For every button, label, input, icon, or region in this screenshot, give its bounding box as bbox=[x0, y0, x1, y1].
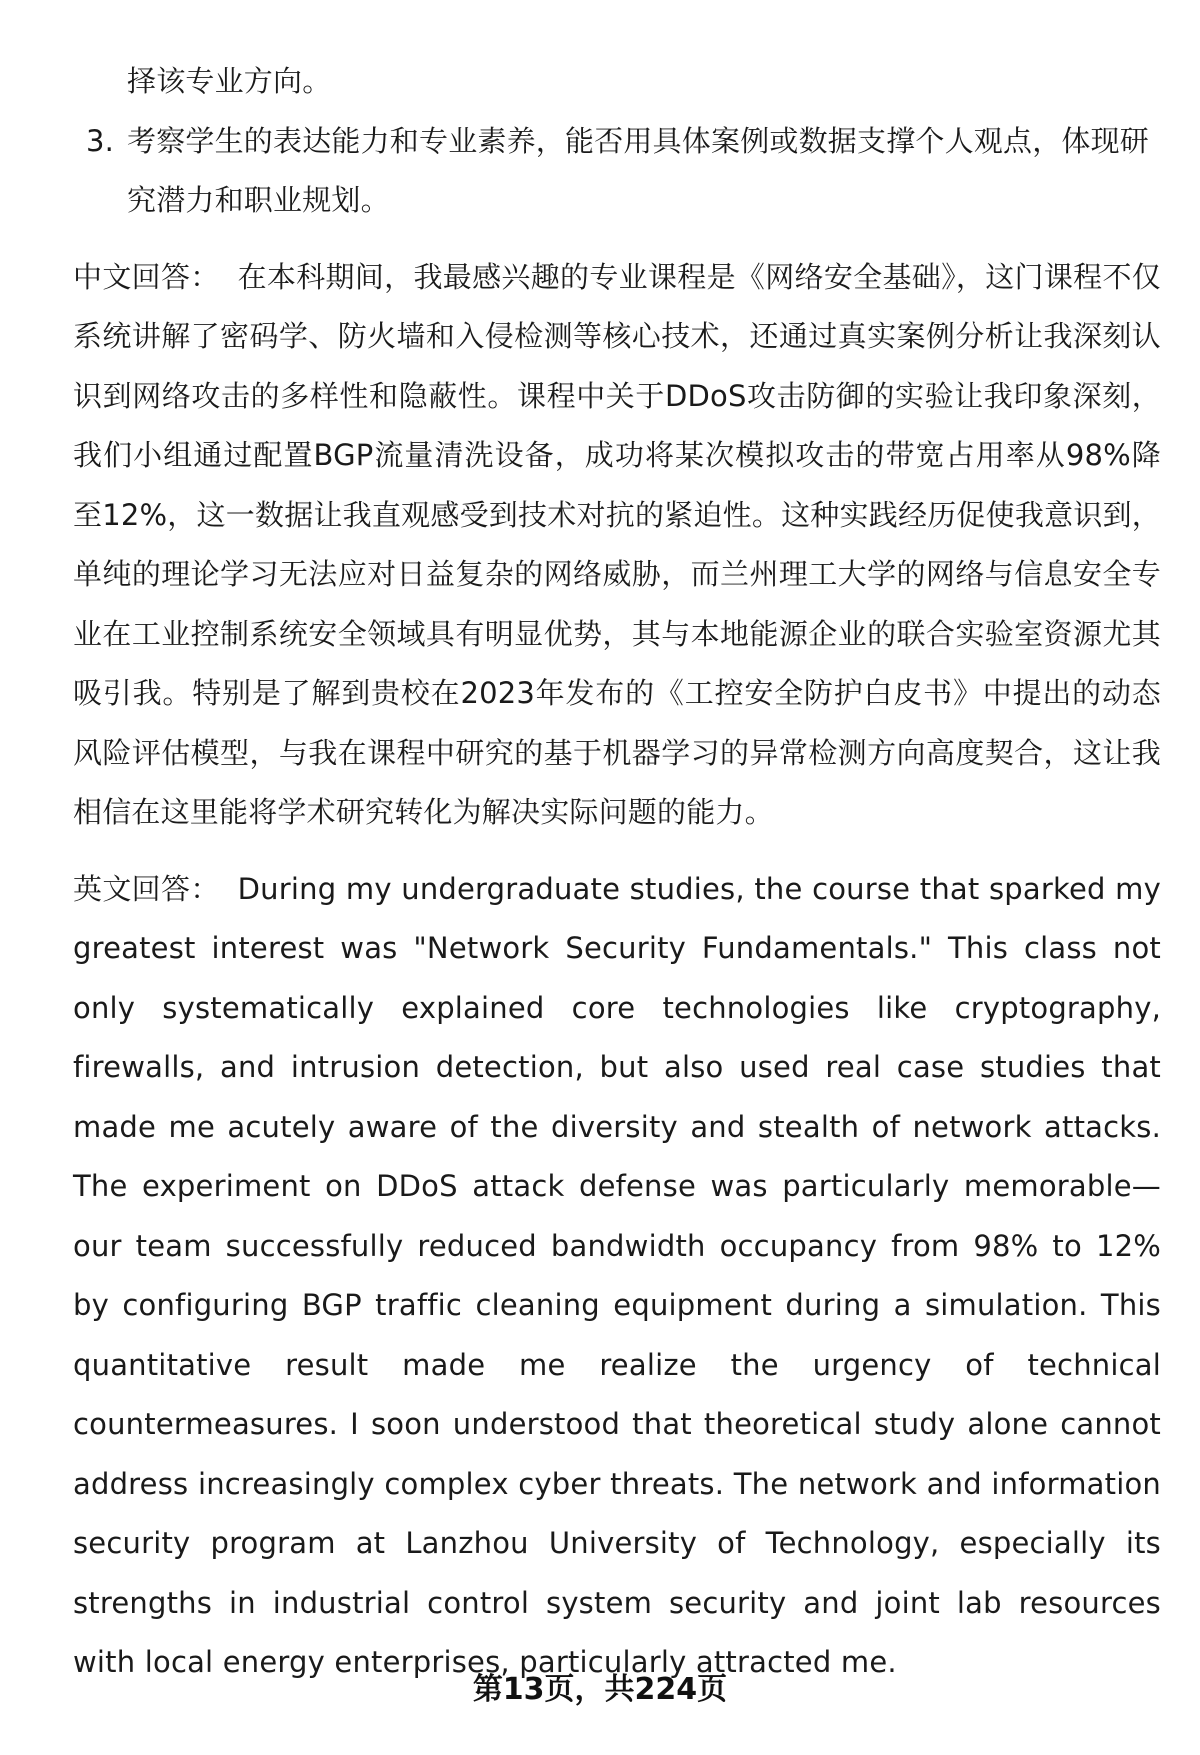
list-item-text: 考察学生的表达能力和专业素养，能否用具体案例或数据支撑个人观点，体现研究潜力和职业规划。 bbox=[127, 123, 1150, 217]
english-answer-text: During my undergraduate studies, the course that sparked my greatest interest was "Network Security Fundamentals." This class not only systematically explained core technologies like cryptography, firewalls, and intrusion detection, but also used real case studies that made me acutely aware of the diversity and stealth of network attacks. The experiment on DDoS attack defense was particularly memorable—our team successfully reduced bandwidth occupancy from 98% to 12% by configuring BGP traffic cleaning equipment during a simulation. This quantitative result made me realize the urgency of technical countermeasures. I soon understood that theoretical study alone cannot address increasingly complex cyber threats. The network and information security program at Lanzhou University of Technology, especially its strengths in industrial control system security and joint lab resources with local energy enterprises, particularly attracted me. bbox=[73, 871, 1161, 1679]
list-item-3 bbox=[73, 112, 1161, 231]
chinese-answer-text: 在本科期间，我最感兴趣的专业课程是《网络安全基础》，这门课程不仅系统讲解了密码学、防火墙和入侵检测等核心技术，还通过真实案例分析让我深刻认识到网络攻击的多样性和隐蔽性。课程中关于DDoS攻击防御的实验让我印象深刻，我们小组通过配置BGP流量清洗设备，成功将某次模拟攻击的带宽占用率从98%降至12%，这一数据让我直观感受到技术对抗的紧迫性。这种实践经历促使我意识到，单纯的理论学习无法应对日益复杂的网络威胁，而兰州理工大学的网络与信息安全专业在工业控制系统安全领域具有明显优势，其与本地能源企业的联合实验室资源尤其吸引我。特别是了解到贵校在2023年发布的《工控安全防护白皮书》中提出的动态风险评估模型，与我在课程中研究的基于机器学习的异常检测方向高度契合，这让我相信在这里能将学术研究转化为解决实际问题的能力。 bbox=[73, 259, 1161, 829]
list-item-continuation: 择该专业方向。 bbox=[127, 64, 332, 98]
list-item-number: 3. bbox=[86, 123, 115, 158]
chinese-answer-label: 中文回答： bbox=[73, 259, 220, 294]
chinese-answer-paragraph bbox=[73, 248, 1161, 843]
english-answer-label: 英文回答： bbox=[73, 871, 220, 906]
document-body bbox=[73, 52, 1161, 1693]
page-number-footer: 第13页，共224页 bbox=[472, 1672, 728, 1707]
english-answer-paragraph bbox=[73, 860, 1161, 1693]
